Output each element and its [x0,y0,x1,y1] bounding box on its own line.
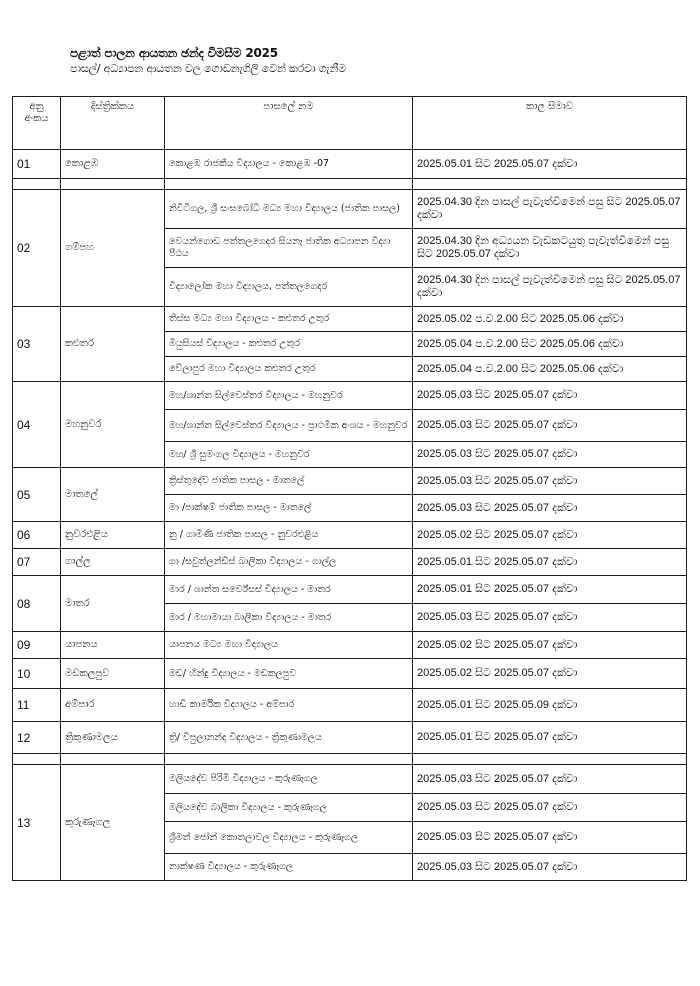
serial-no-cell: 13 [13,765,61,881]
school-name-cell: වෙයන්ගොඩ පත්තලගෙදර සියනෑ ජාතික අධ්‍යාපන විද්‍යා පීඨය [165,229,413,268]
table-row [13,576,687,604]
school-name-cell: මලියදේව පිරිමි විද්‍යාලය - කුරුණෑගල [165,765,413,794]
table-row [13,549,687,576]
header-school-name: පාසලේ නම [165,97,413,150]
time-period-cell: 2025.05.04 ප.ව.2.00 සිට 2025.05.06 දක්වා [413,332,687,357]
spacer-row [13,179,687,190]
school-name-cell: නාක්ෂණ විද්‍යාලය - කුරුණෑගල [165,854,413,881]
serial-no-cell: 09 [13,632,61,659]
header-district: දිස්ත්‍රික්කය [61,97,165,150]
document-subtitle: පාසල්/ අධ්‍යාපන ආයතන වල ගොඩනැගිලි වෙන් කරවා ගැනීම [70,62,346,75]
serial-no-cell: 01 [13,150,61,179]
school-name-cell: වේලාපුර මහා විද්‍යාලය කළුතර උතුර [165,357,413,382]
table-row [13,307,687,332]
table-row [13,765,687,794]
school-name-cell: මඩ/ හින්දු විද්‍යාලය - මඩකලපුව [165,659,413,689]
serial-no-cell: 02 [13,190,61,307]
serial-no-cell: 11 [13,689,61,722]
school-name-cell: හාඩි කාර්මික විද්‍යාලය - අම්පාර [165,689,413,722]
district-cell: ත්‍රිකුණාමලය [61,722,165,754]
time-period-cell: 2025.05.01 සිට 2025.05.09 දක්වා [413,689,687,722]
district-cell: ගම්පහ [61,190,165,307]
table-header-row [13,97,687,150]
time-period-cell: 2025.05.02 සිට 2025.05.07 දක්වා [413,632,687,659]
time-period-cell: 2025.05.02 සිට 2025.05.07 දක්වා [413,659,687,689]
school-name-cell: යාපනය මධ්‍ය මහා විද්‍යාලය [165,632,413,659]
school-name-cell: කොළඹ රාජකීය විද්‍යාලය - කොළඹ -07 [165,150,413,179]
table-row [13,190,687,229]
district-cell: යාපනය [61,632,165,659]
serial-no-cell: 12 [13,722,61,754]
district-cell: කොළඹ [61,150,165,179]
school-name-cell: මහ/ ශ්‍රී සුමංගල විද්‍යාලය - මහනුවර [165,442,413,468]
time-period-cell: 2025.04.30 දින පාසල් පැවැත්වීමෙන් පසු සිට 2025.05.07 දක්වා [413,190,687,229]
time-period-cell: 2025.04.30 දින පාසල් පැවැත්වීමෙන් පසු සිට 2025.05.07 දක්වා [413,268,687,307]
table-row [13,659,687,689]
school-name-cell: නිවිටිගල, ශ්‍රී සංඝබෝධි මධ්‍ය මහා විද්‍යාලය (ජාතික පාසල) [165,190,413,229]
time-period-cell: 2025.05.03 සිට 2025.05.07 දක්වා [413,468,687,495]
header-serial-no: අනු අංකය [13,97,61,150]
school-name-cell: තිස්ස මධ්‍ය මහා විද්‍යාලය - කළුතර උතුර [165,307,413,332]
time-period-cell: 2025.05.02 සිට 2025.05.07 දක්වා [413,522,687,549]
district-cell: කුරුණෑගල [61,765,165,881]
serial-no-cell: 05 [13,468,61,522]
district-cell: ගාල්ල [61,549,165,576]
time-period-cell: 2025.05.01 සිට 2025.05.07 දක්වා [413,576,687,604]
serial-no-cell: 04 [13,382,61,468]
school-name-cell: ක්‍රිස්තුදේව ජාතික පාසල - මාතලේ [165,468,413,495]
serial-no-cell: 06 [13,522,61,549]
school-name-cell: මහ/ශාන්ත සිල්වෙස්තර විද්‍යාලය - මහනුවර [165,382,413,410]
document-title: පළාත් පාලන ආයතන ඡන්ද විමසීම 2025 [70,46,278,60]
district-cell: මාතර [61,576,165,632]
time-period-cell: 2025.05.03 සිට 2025.05.07 දක්වා [413,382,687,410]
table-row [13,522,687,549]
serial-no-cell: 03 [13,307,61,382]
school-name-cell: මාර / ශාන්ත සර්වේසස් විද්‍යාලය - මාතර [165,576,413,604]
serial-no-cell: 08 [13,576,61,632]
time-period-cell: 2025.05.01 සිට 2025.05.07 දක්වා [413,722,687,754]
school-name-cell: මහ/ශාන්ත සිල්වෙස්තර විද්‍යාලය - ප්‍රාථමික අංශය - මහනුවර [165,410,413,442]
school-name-cell: මාර / මහාමායා බාලිකා විද්‍යාලය - මාතර [165,604,413,632]
table-row [13,468,687,495]
district-cell: කළුතර [61,307,165,382]
time-period-cell: 2025.05.03 සිට 2025.05.07 දක්වා [413,822,687,854]
table-body [13,150,687,881]
time-period-cell: 2025.04.30 දින අධ්‍යයන වැඩකටයුතු පැවැත්වීමෙන් පසු සිට 2025.05.07 දක්වා [413,229,687,268]
serial-no-cell: 07 [13,549,61,576]
school-name-cell: ශ්‍රීමත් ජෝන් කොතලාවල විද්‍යාලය - කුරුණෑගල [165,822,413,854]
district-cell: මහනුවර [61,382,165,468]
table-row [13,722,687,754]
school-name-cell: මා /පාක්ෂම් ජාතික පාසල - මාතලේ [165,495,413,522]
district-cell: මඩකලපුව [61,659,165,689]
school-name-cell: විද්‍යාලෝක මහා විද්‍යාලය, පත්තලගෙදර [165,268,413,307]
spacer-row [13,754,687,765]
school-name-cell: මලියදේව බාලිකා විද්‍යාලය - කුරුණෑගල [165,794,413,822]
district-cell: අම්පාර [61,689,165,722]
district-cell: නුවරඑළිය [61,522,165,549]
time-period-cell: 2025.05.03 සිට 2025.05.07 දක්වා [413,854,687,881]
time-period-cell: 2025.05.03 සිට 2025.05.07 දක්වා [413,765,687,794]
school-name-cell: ගා /සවුත්ලන්ඩ්ස් බාලිකා විද්‍යාලය - ගාල්ල [165,549,413,576]
school-name-cell: නු / ගාමිණි ජාතික පාසල - නුවරඑළිය [165,522,413,549]
table-row [13,632,687,659]
time-period-cell: 2025.05.03 සිට 2025.05.07 දක්වා [413,495,687,522]
time-period-cell: 2025.05.01 සිට 2025.05.07 දක්වා [413,150,687,179]
time-period-cell: 2025.05.03 සිට 2025.05.07 දක්වා [413,410,687,442]
time-period-cell: 2025.05.03 සිට 2025.05.07 දක්වා [413,442,687,468]
table-row [13,382,687,410]
district-cell: මාතලේ [61,468,165,522]
time-period-cell: 2025.05.03 සිට 2025.05.07 දක්වා [413,794,687,822]
header-time-period: කාල සීමාව [413,97,687,150]
time-period-cell: 2025.05.02 ප.ව.2.00 සිට 2025.05.06 දක්වා [413,307,687,332]
table-row [13,689,687,722]
school-name-cell: ත්‍රි/ විපුලානන්ද විද්‍යාලය - ත්‍රිකුණාමලය [165,722,413,754]
table-row [13,150,687,179]
allocation-table [12,96,687,881]
time-period-cell: 2025.05.03 සිට 2025.05.07 දක්වා [413,604,687,632]
time-period-cell: 2025.05.01 සිට 2025.05.07 දක්වා [413,549,687,576]
title-block [70,45,346,77]
school-name-cell: මියුසියස් විද්‍යාලය - කළුතර උතුර [165,332,413,357]
serial-no-cell: 10 [13,659,61,689]
time-period-cell: 2025.05.04 ප.ව.2.00 සිට 2025.05.06 දක්වා [413,357,687,382]
